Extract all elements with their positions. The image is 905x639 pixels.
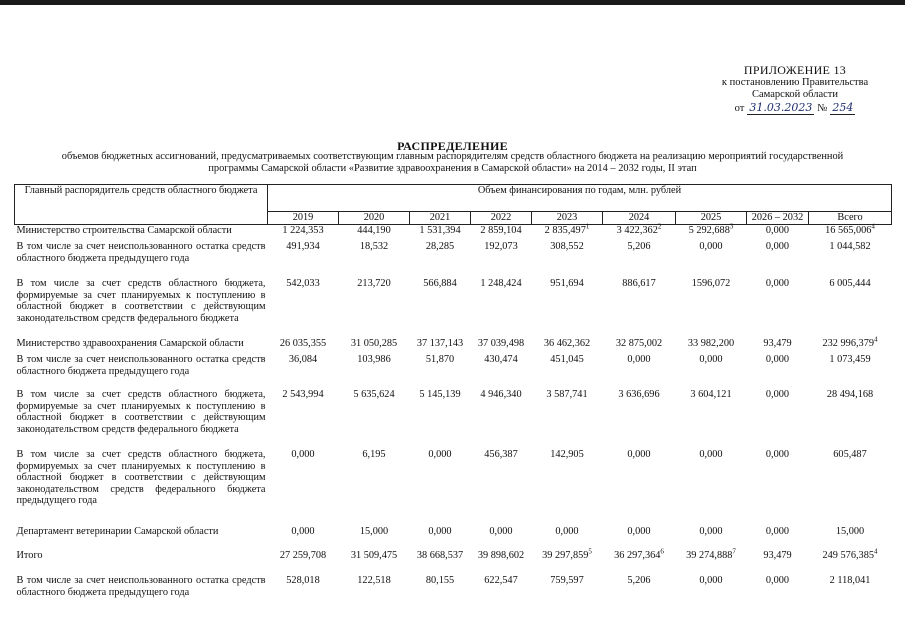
number-prefix: № (817, 102, 828, 114)
value-cell (410, 354, 471, 389)
value-cell (809, 389, 892, 449)
value-cell (410, 449, 471, 526)
value: 3 587,741 (546, 389, 588, 400)
value: 0,000 (765, 354, 790, 365)
value-cell (410, 338, 471, 354)
value-cell (339, 550, 410, 575)
value-cell (339, 224, 410, 241)
value-cell (747, 278, 809, 338)
value-cell (747, 389, 809, 449)
row-name: Итого (16, 550, 43, 561)
footnote-mark: 5 (588, 547, 592, 556)
footnote-mark: 4 (873, 335, 878, 344)
value: 0,000 (765, 241, 790, 252)
footnote-mark: 4 (873, 547, 878, 556)
value: 430,474 (484, 354, 518, 365)
value-cell (747, 338, 809, 354)
value-cell (747, 526, 809, 550)
value-cell (603, 278, 676, 338)
value: 0,000 (627, 449, 651, 460)
date-prefix: от (734, 102, 745, 114)
table-header (15, 185, 892, 225)
value-cell (532, 449, 603, 526)
header-year: 2022 (471, 212, 532, 225)
value: 0,000 (627, 526, 651, 537)
value-cell (532, 389, 603, 449)
value-cell (339, 575, 410, 599)
value-cell (532, 241, 603, 278)
value: 33 982,200 (687, 338, 735, 349)
value: 1 044,582 (829, 241, 871, 252)
value-cell (410, 526, 471, 550)
value-cell (603, 547, 676, 575)
value: 0,000 (699, 526, 723, 537)
row-name: В том числе за счет средств областного бюджета, формируемых за счет планируемых к поступлению в областной бюджет в соответствии с действующим законодательством средств федерального бюджета предыдущего года (16, 449, 266, 506)
value-cell (471, 526, 532, 550)
value-cell (339, 241, 410, 278)
value: 31 509,475 (350, 550, 398, 561)
row-name: В том числе за счет неиспользованного остатка средств областного бюджета предыдущего года (16, 241, 266, 264)
value-cell (747, 354, 809, 389)
value-cell (747, 224, 809, 241)
value-cell (603, 338, 676, 354)
value-cell (471, 575, 532, 599)
value-cell (747, 449, 809, 526)
table-row (15, 224, 892, 241)
value: 0,000 (627, 354, 651, 365)
value-cell (471, 354, 532, 389)
value: 192,073 (484, 241, 518, 252)
value: 36 462,362 (543, 338, 591, 349)
footnote-mark: 4 (871, 222, 875, 231)
header-name-cell: Главный распорядитель средств областного бюджета (15, 185, 268, 225)
value-cell (603, 526, 676, 550)
value-cell (471, 241, 532, 278)
value: 103,986 (357, 354, 391, 365)
value: 16 565,006 (825, 224, 872, 236)
value-cell (676, 224, 747, 241)
value: 37 039,498 (477, 338, 525, 349)
value: 0,000 (555, 526, 579, 537)
value-cell (471, 449, 532, 526)
footnote-mark: 3 (729, 222, 734, 231)
value-cell (532, 526, 603, 550)
value-cell (532, 575, 603, 599)
value: 886,617 (622, 278, 656, 289)
value-cell (747, 241, 809, 278)
value: 0,000 (765, 278, 790, 289)
value: 2 543,994 (282, 389, 324, 400)
value-cell (471, 278, 532, 338)
value: 6 005,444 (829, 278, 871, 289)
value-cell (339, 449, 410, 526)
value: 39 297,859 (542, 550, 589, 561)
value: 37 137,143 (416, 338, 464, 349)
value-cell (268, 550, 339, 575)
value-cell (268, 241, 339, 278)
value: 80,155 (425, 575, 455, 586)
handwritten-date: 31.03.2023 (749, 100, 813, 114)
row-name: Департамент ветеринарии Самарской области (16, 526, 219, 537)
header-year: 2026 – 2032 (747, 212, 809, 225)
table-row (15, 278, 892, 338)
value-cell (471, 550, 532, 575)
value: 5 635,624 (353, 389, 395, 400)
footnote-mark: 7 (732, 547, 736, 556)
value: 0,000 (489, 526, 513, 537)
table-row (15, 575, 892, 599)
value: 249 576,385 (822, 550, 874, 561)
value: 213,720 (357, 278, 391, 289)
value-cell (747, 575, 809, 599)
value-cell (603, 449, 676, 526)
value-cell (268, 224, 339, 241)
value: 36,084 (288, 354, 318, 365)
header-year: 2024 (603, 212, 676, 225)
value-cell (471, 338, 532, 354)
value: 2 835,497 (544, 224, 586, 236)
value: 5 292,688 (688, 224, 730, 236)
value-cell (809, 449, 892, 526)
row-name: В том числе за счет неиспользованного остатка средств областного бюджета предыдущего года (16, 575, 266, 598)
value: 28 494,168 (826, 389, 874, 400)
value: 0,000 (765, 526, 790, 537)
row-name: В том числе за счет средств областного бюджета, формируемые за счет планируемых к поступлению в областной бюджет в соответствии с действующим законодательством средств федерального бюджета (16, 389, 266, 435)
value-cell (410, 224, 471, 241)
value: 456,387 (484, 449, 518, 460)
budget-table (14, 184, 892, 599)
value: 0,000 (765, 389, 790, 400)
value: 5,206 (627, 575, 651, 586)
value: 26 035,355 (279, 338, 327, 349)
value-cell (268, 389, 339, 449)
row-name: В том числе за счет средств областного бюджета, формируемые за счет планируемых к поступлению в областной бюджет в соответствии с действующим законодательством средств федерального бюджета (16, 278, 266, 324)
value: 5 145,139 (419, 389, 461, 400)
value: 3 604,121 (690, 389, 732, 400)
value-cell (676, 547, 747, 575)
value: 31 050,285 (350, 338, 398, 349)
value: 1596,072 (691, 278, 731, 289)
value: 0,000 (765, 575, 790, 586)
value: 15,000 (359, 526, 389, 537)
header-volume-cell: Объем финансирования по годам, млн. рублей (268, 185, 892, 212)
value-cell (603, 224, 676, 241)
value: 0,000 (291, 526, 315, 537)
header-year: 2025 (676, 212, 747, 225)
value: 566,884 (423, 278, 457, 289)
value-cell (676, 278, 747, 338)
appendix-title: ПРИЛОЖЕНИЕ 13 (743, 63, 847, 77)
value-cell (339, 389, 410, 449)
appendix-block (700, 64, 890, 115)
value-cell (676, 338, 747, 354)
footnote-mark: 2 (657, 222, 662, 231)
value: 32 875,002 (615, 338, 663, 349)
header-year: 2020 (339, 212, 410, 225)
value: 38 668,537 (416, 550, 464, 561)
value-cell (410, 575, 471, 599)
value: 15,000 (835, 526, 865, 537)
row-name: Министерство строительства Самарской области (16, 224, 232, 236)
value: 93,479 (763, 550, 792, 561)
value: 3 636,696 (618, 389, 660, 400)
value: 232 996,379 (822, 338, 874, 349)
value: 1 073,459 (829, 354, 871, 365)
table-row (15, 449, 892, 526)
value-cell (676, 241, 747, 278)
value: 605,487 (833, 449, 867, 460)
value-cell (809, 526, 892, 550)
value: 3 422,362 (616, 224, 658, 236)
value: 0,000 (699, 575, 723, 586)
value-cell (410, 278, 471, 338)
value: 0,000 (428, 449, 452, 460)
header-year: 2019 (268, 212, 339, 225)
header-year: 2023 (532, 212, 603, 225)
value-cell (676, 575, 747, 599)
value-cell (603, 575, 676, 599)
value: 93,479 (763, 338, 792, 349)
value-cell (676, 449, 747, 526)
table-row (15, 241, 892, 278)
value-cell (809, 241, 892, 278)
table-row (15, 354, 892, 389)
value: 2 118,041 (829, 575, 871, 586)
value-cell (809, 224, 892, 241)
value-cell (809, 575, 892, 599)
value: 2 859,104 (480, 224, 522, 236)
row-name: В том числе за счет неиспользованного остатка средств областного бюджета предыдущего года (16, 354, 266, 377)
value: 622,547 (484, 575, 518, 586)
value: 39 898,602 (477, 550, 525, 561)
value-cell (532, 224, 603, 241)
value-cell (410, 389, 471, 449)
value: 122,518 (357, 575, 391, 586)
value: 0,000 (765, 224, 790, 236)
value: 4 946,340 (480, 389, 522, 400)
value-cell (268, 278, 339, 338)
handwritten-number: 254 (832, 100, 854, 114)
value: 36 297,364 (614, 550, 661, 561)
value-cell (603, 389, 676, 449)
value: 51,870 (425, 354, 455, 365)
value-cell (676, 354, 747, 389)
value-cell (532, 354, 603, 389)
value-cell (809, 354, 892, 389)
value-cell (676, 389, 747, 449)
appendix-date-line (700, 102, 890, 116)
value-cell (809, 547, 892, 575)
value: 27 259,708 (279, 550, 327, 561)
header-year: Всего (809, 212, 892, 225)
value: 308,552 (550, 241, 584, 252)
document-title: РАСПРЕДЕЛЕНИЕ (397, 139, 508, 153)
value: 142,905 (550, 449, 584, 460)
value: 5,206 (627, 241, 651, 252)
value-cell (268, 338, 339, 354)
footnote-mark: 1 (585, 222, 590, 231)
value-cell (532, 547, 603, 575)
table-row (15, 338, 892, 354)
value-cell (339, 354, 410, 389)
value-cell (268, 575, 339, 599)
value: 444,190 (357, 224, 391, 236)
value: 528,018 (286, 575, 320, 586)
value: 451,045 (550, 354, 584, 365)
value-cell (676, 526, 747, 550)
value: 18,532 (359, 241, 389, 252)
value-cell (603, 241, 676, 278)
value: 759,597 (550, 575, 584, 586)
value: 1 248,424 (480, 278, 522, 289)
appendix-line-1: к постановлению Правительства (721, 76, 869, 88)
value-cell (532, 338, 603, 354)
value-cell (410, 550, 471, 575)
value: 1 224,353 (282, 224, 324, 236)
table-row (15, 526, 892, 550)
value-cell (747, 550, 809, 575)
value-cell (339, 526, 410, 550)
appendix-line-2: Самарской области (752, 89, 838, 101)
value-cell (809, 335, 892, 354)
value: 1 531,394 (419, 224, 461, 236)
row-name: Министерство здравоохранения Самарской области (16, 338, 244, 349)
value: 951,694 (550, 278, 584, 289)
value-cell (268, 354, 339, 389)
value: 491,934 (286, 241, 320, 252)
value: 0,000 (765, 449, 790, 460)
header-year: 2021 (410, 212, 471, 225)
value: 39 274,888 (686, 550, 733, 561)
value: 0,000 (428, 526, 452, 537)
value-cell (471, 224, 532, 241)
value-cell (410, 241, 471, 278)
value-cell (809, 278, 892, 338)
value-cell (603, 354, 676, 389)
value-cell (268, 449, 339, 526)
value: 0,000 (699, 449, 723, 460)
value-cell (339, 278, 410, 338)
value: 6,195 (362, 449, 386, 460)
value: 0,000 (291, 449, 315, 460)
value: 0,000 (699, 241, 723, 252)
table-body (15, 224, 892, 599)
table-row (15, 389, 892, 449)
value-cell (268, 526, 339, 550)
value: 0,000 (699, 354, 723, 365)
value-cell (339, 338, 410, 354)
document-subtitle: объемов бюджетных ассигнований, предусматриваемых соответствующим главным распорядителям средств областного бюджета на реализацию мероприятий государственной программы Самарской области «Развитие здравоохранения в Самарской области» на 2014 – 2032 годы, II этап (61, 151, 844, 175)
value: 542,033 (286, 278, 320, 289)
value: 28,285 (425, 241, 455, 252)
value-cell (471, 389, 532, 449)
scan-top-border (0, 0, 905, 5)
value-cell (532, 278, 603, 338)
table-row (15, 550, 892, 575)
footnote-mark: 6 (660, 547, 664, 556)
